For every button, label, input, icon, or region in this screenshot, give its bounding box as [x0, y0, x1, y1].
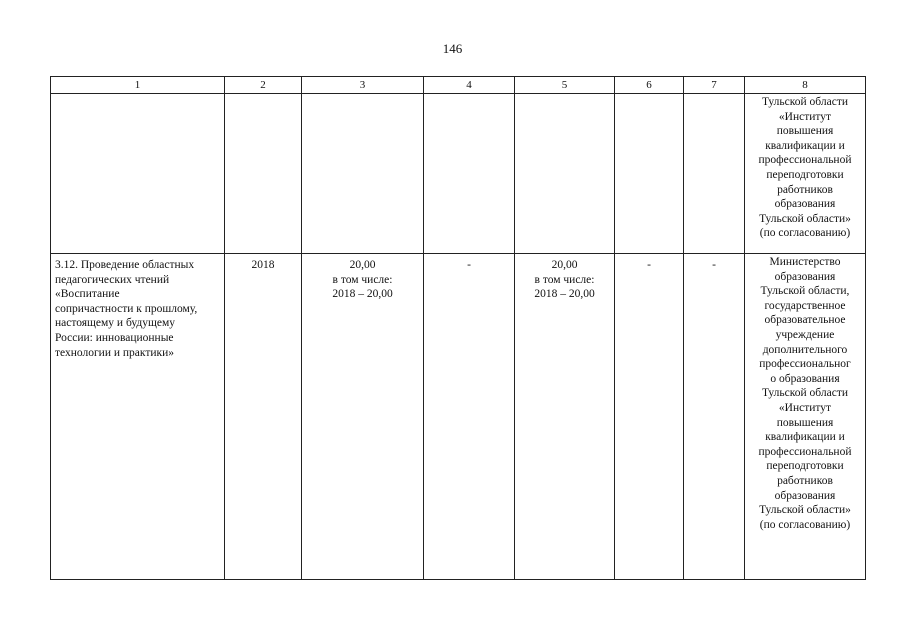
cell-line: «Институт — [778, 401, 832, 414]
header-row — [51, 77, 866, 94]
cell-line: Тульской области» — [759, 504, 851, 517]
cell-line: педагогических чтений — [55, 273, 170, 286]
cell-line: образования — [774, 489, 836, 502]
cell-local — [615, 94, 684, 254]
cell-local: - — [615, 254, 684, 580]
cell-line: повышения — [776, 125, 834, 138]
cell-line: образования — [774, 198, 836, 211]
header-col-4: 4 — [424, 77, 515, 94]
cell-year — [225, 94, 302, 254]
cell-regional — [515, 254, 615, 580]
cell-line: Тульской области — [761, 96, 848, 108]
header-col-5: 5 — [515, 77, 615, 94]
cell-total — [302, 254, 424, 580]
cell-activity — [51, 254, 225, 580]
cell-activity — [51, 94, 225, 254]
cell-line: «Институт — [778, 110, 832, 123]
cell-line: переподготовки — [766, 460, 844, 473]
cell-line: учреждение — [775, 328, 835, 341]
cell-line: в том числе: — [534, 273, 595, 286]
cell-line: профессиональной — [758, 445, 852, 458]
cell-executor — [745, 94, 866, 254]
cell-regional — [515, 94, 615, 254]
cell-line: квалификации и — [765, 431, 845, 444]
cell-line: Министерство — [769, 256, 841, 268]
cell-line: профессиональной — [758, 154, 852, 167]
cell-line: работников — [777, 474, 833, 487]
cell-federal: - — [424, 254, 515, 580]
cell-line: государственное — [764, 299, 846, 312]
cell-federal — [424, 94, 515, 254]
cell-other — [684, 94, 745, 254]
header-col-6: 6 — [615, 77, 684, 94]
table-row — [51, 94, 866, 254]
cell-line: образовательное — [764, 314, 846, 327]
cell-line: Тульской области» — [759, 212, 851, 225]
cell-line: в том числе: — [332, 273, 393, 286]
header-col-1: 1 — [51, 77, 225, 94]
cell-line: дополнительного — [762, 343, 848, 356]
cell-line: Тульской области, — [760, 285, 850, 298]
cell-line: 2018 – 20,00 — [534, 288, 595, 301]
cell-line: Тульской области — [761, 387, 848, 400]
budget-table — [50, 76, 866, 580]
cell-line: (по согласованию) — [759, 227, 851, 240]
cell-line: 3.12. Проведение областных — [55, 259, 195, 271]
header-col-2: 2 — [225, 77, 302, 94]
cell-year: 2018 — [225, 254, 302, 580]
cell-line: сопричастности к прошлому, — [55, 302, 198, 315]
cell-line: 20,00 — [349, 259, 376, 271]
cell-line: 2018 – 20,00 — [332, 288, 393, 301]
header-col-3: 3 — [302, 77, 424, 94]
cell-line: 20,00 — [551, 259, 578, 271]
cell-line: настоящему и будущему — [55, 317, 175, 330]
cell-line: профессиональног — [759, 358, 851, 371]
cell-line: повышения — [776, 416, 834, 429]
table-row — [51, 254, 866, 580]
header-col-7: 7 — [684, 77, 745, 94]
cell-line: (по согласованию) — [759, 518, 851, 531]
cell-other: - — [684, 254, 745, 580]
cell-line: России: инновационные — [55, 331, 174, 344]
header-col-8: 8 — [745, 77, 866, 94]
cell-line: о образования — [770, 372, 840, 385]
cell-executor — [745, 254, 866, 580]
cell-line: «Воспитание — [55, 288, 120, 301]
cell-total — [302, 94, 424, 254]
cell-line: образования — [774, 270, 836, 283]
cell-line: переподготовки — [766, 168, 844, 181]
cell-line: технологии и практики» — [55, 346, 175, 359]
cell-line: работников — [777, 183, 833, 196]
page-number: 146 — [442, 41, 463, 56]
cell-line: квалификации и — [765, 139, 845, 152]
